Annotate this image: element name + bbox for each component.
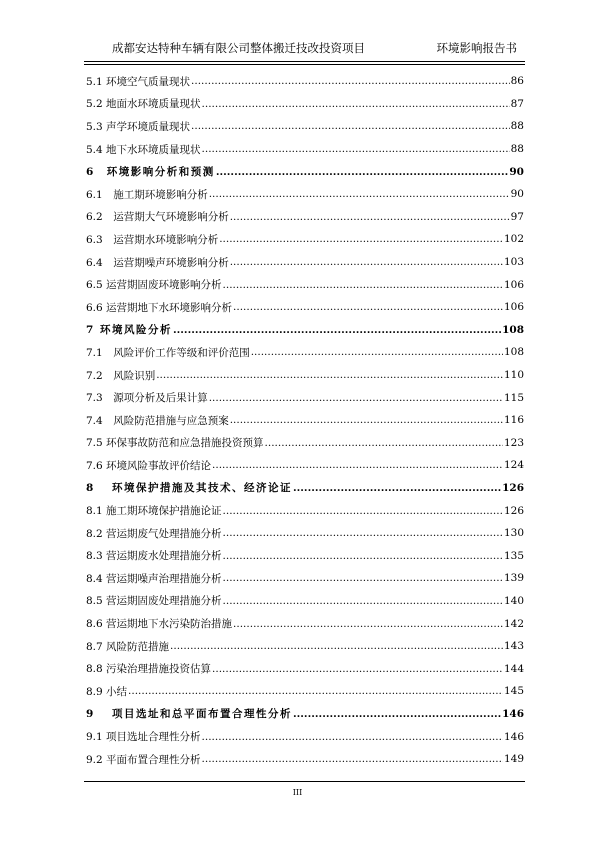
toc-entry-title: 8.2 营运期废气处理措施分析 (86, 527, 222, 540)
toc-entry-title: 7.3 源项分析及后果计算 (86, 392, 208, 405)
toc-entry-page: 108 (502, 323, 524, 336)
toc-entry-page: 142 (503, 617, 524, 630)
toc-chapter-entry[interactable] (86, 703, 524, 726)
toc-entry-title: 8.1 施工期环境保护措施论证 (86, 505, 222, 518)
toc-entry-page: 87 (510, 97, 524, 110)
toc-dot-leader (202, 731, 503, 743)
toc-entry-title: 8.8 污染治理措施投资估算 (86, 663, 212, 676)
toc-entry-title: 5.1 环境空气质量现状 (86, 75, 191, 88)
toc-entry-page: 145 (503, 685, 524, 698)
header-rule-thin (84, 64, 525, 65)
toc-entry-page: 108 (503, 346, 524, 359)
toc-dot-leader (230, 256, 503, 268)
toc-entry-page: 146 (503, 730, 524, 743)
toc-dot-leader (212, 459, 503, 471)
toc-entry-title: 6.5 运营期固废环境影响分析 (86, 279, 222, 292)
toc-dot-leader (223, 505, 503, 517)
toc-entry-page: 130 (503, 527, 524, 540)
toc-dot-leader (173, 324, 501, 336)
toc-entry-page: 135 (503, 549, 524, 562)
toc-dot-leader (223, 572, 503, 584)
toc-dot-leader (209, 392, 503, 404)
toc-section-entry[interactable] (86, 432, 524, 455)
toc-section-entry[interactable] (86, 680, 524, 703)
toc-entry-title: 8.5 营运期固废处理措施分析 (86, 595, 222, 608)
toc-entry-title: 8.4 营运期噪声治理措施分析 (86, 572, 222, 585)
toc-entry-page: 88 (510, 143, 524, 156)
toc-dot-leader (223, 527, 503, 539)
toc-entry-title: 8.9 小结 (86, 685, 128, 698)
toc-entry-title: 5.4 地下水环境质量现状 (86, 143, 201, 156)
toc-section-entry[interactable] (86, 590, 524, 613)
toc-entry-page: 102 (503, 233, 524, 246)
toc-entry-title: 7.6 环境风险事故评价结论 (86, 459, 212, 472)
toc-dot-leader (191, 75, 510, 87)
toc-entry-page: 97 (510, 210, 524, 223)
toc-entry-page: 139 (503, 572, 524, 585)
toc-chapter-entry[interactable] (86, 319, 524, 342)
toc-dot-leader (202, 753, 503, 765)
toc-section-entry[interactable] (86, 228, 524, 251)
toc-section-entry[interactable] (86, 183, 524, 206)
toc-chapter-entry[interactable] (86, 477, 524, 500)
toc-section-entry[interactable] (86, 499, 524, 522)
toc-section-entry[interactable] (86, 115, 524, 138)
toc-section-entry[interactable] (86, 612, 524, 635)
toc-dot-leader (202, 98, 510, 110)
toc-dot-leader (251, 346, 503, 358)
toc-section-entry[interactable] (86, 364, 524, 387)
toc-entry-page: 126 (502, 481, 524, 494)
toc-section-entry[interactable] (86, 341, 524, 364)
toc-section-entry[interactable] (86, 567, 524, 590)
toc-dot-leader (223, 279, 503, 291)
toc-entry-title: 7.4 风险防范措施与应急预案 (86, 414, 229, 427)
toc-entry-title: 6.1 施工期环境影响分析 (86, 188, 208, 201)
toc-section-entry[interactable] (86, 725, 524, 748)
toc-entry-title: 6.6 运营期地下水环境影响分析 (86, 301, 233, 314)
toc-dot-leader (209, 188, 510, 200)
toc-entry-page: 144 (503, 662, 524, 675)
header-document-type: 环境影响报告书 (436, 41, 517, 55)
toc-entry-page: 126 (503, 504, 524, 517)
toc-entry-page: 110 (503, 369, 524, 382)
toc-section-entry[interactable] (86, 657, 524, 680)
toc-chapter-entry[interactable] (86, 160, 524, 183)
footer-rule (84, 781, 525, 782)
toc-entry-title: 6 环境影响分析和预测 (86, 166, 215, 179)
toc-section-entry[interactable] (86, 273, 524, 296)
toc-entry-page: 90 (510, 188, 524, 201)
toc-entry-page: 90 (509, 165, 524, 178)
toc-entry-title: 5.2 地面水环境质量现状 (86, 98, 201, 111)
toc-dot-leader (156, 369, 503, 381)
toc-section-entry[interactable] (86, 635, 524, 658)
toc-dot-leader (230, 414, 503, 426)
toc-entry-page: 116 (503, 414, 524, 427)
table-of-contents (86, 70, 524, 770)
toc-entry-title: 7.1 风险评价工作等级和评价范围 (86, 346, 250, 359)
toc-dot-leader (223, 595, 503, 607)
toc-entry-page: 123 (503, 436, 524, 449)
toc-entry-page: 140 (503, 594, 524, 607)
toc-section-entry[interactable] (86, 544, 524, 567)
toc-entry-page: 106 (503, 301, 524, 314)
header-rule (84, 61, 525, 62)
toc-dot-leader (293, 482, 501, 494)
running-header (84, 40, 525, 58)
toc-entry-page: 124 (503, 459, 524, 472)
header-project-title: 成都安达特种车辆有限公司整体搬迁技改投资项目 (112, 41, 365, 55)
toc-section-entry[interactable] (86, 251, 524, 274)
toc-entry-title: 9.2 平面布置合理性分析 (86, 753, 201, 766)
toc-entry-title: 8.7 风险防范措施 (86, 640, 170, 653)
toc-section-entry[interactable] (86, 296, 524, 319)
toc-entry-page: 143 (503, 640, 524, 653)
toc-dot-leader (202, 143, 510, 155)
toc-entry-page: 115 (503, 391, 524, 404)
toc-section-entry[interactable] (86, 522, 524, 545)
toc-dot-leader (212, 663, 503, 675)
toc-dot-leader (191, 120, 510, 132)
toc-dot-leader (216, 166, 509, 178)
toc-entry-title: 7.2 风险识别 (86, 369, 156, 382)
toc-entry-title: 6.3 运营期水环境影响分析 (86, 233, 219, 246)
toc-entry-title: 7.5 环保事故防范和应急措施投资预算 (86, 437, 264, 450)
toc-section-entry[interactable] (86, 748, 524, 771)
toc-section-entry[interactable] (86, 409, 524, 432)
toc-entry-title: 6.2 运营期大气环境影响分析 (86, 211, 229, 224)
toc-dot-leader (233, 618, 503, 630)
toc-entry-title: 8.3 营运期废水处理措施分析 (86, 550, 222, 563)
toc-section-entry[interactable] (86, 206, 524, 229)
toc-entry-page: 146 (502, 707, 524, 720)
toc-entry-page: 103 (503, 256, 524, 269)
toc-section-entry[interactable] (86, 70, 524, 93)
toc-dot-leader (219, 233, 503, 245)
toc-dot-leader (223, 550, 503, 562)
toc-section-entry[interactable] (86, 93, 524, 116)
toc-entry-title: 6.4 运营期噪声环境影响分析 (86, 256, 229, 269)
toc-dot-leader (128, 685, 503, 697)
page-number: III (292, 788, 303, 797)
toc-entry-page: 86 (510, 75, 524, 88)
toc-section-entry[interactable] (86, 138, 524, 161)
toc-dot-leader (233, 301, 503, 313)
toc-entry-title: 9 项目选址和总平面布置合理性分析 (86, 708, 292, 721)
toc-entry-page: 88 (510, 120, 524, 133)
toc-entry-title: 9.1 项目选址合理性分析 (86, 731, 201, 744)
toc-dot-leader (230, 211, 510, 223)
toc-entry-title: 8.6 营运期地下水污染防治措施 (86, 618, 233, 631)
toc-entry-page: 149 (503, 753, 524, 766)
toc-entry-page: 106 (503, 278, 524, 291)
toc-section-entry[interactable] (86, 386, 524, 409)
toc-entry-title: 7 环境风险分析 (86, 324, 172, 337)
toc-dot-leader (170, 640, 503, 652)
toc-dot-leader (293, 708, 501, 720)
toc-entry-title: 5.3 声学环境质量现状 (86, 120, 191, 133)
toc-section-entry[interactable] (86, 454, 524, 477)
toc-dot-leader (265, 437, 503, 449)
toc-entry-title: 8 环境保护措施及其技术、经济论证 (86, 482, 292, 495)
